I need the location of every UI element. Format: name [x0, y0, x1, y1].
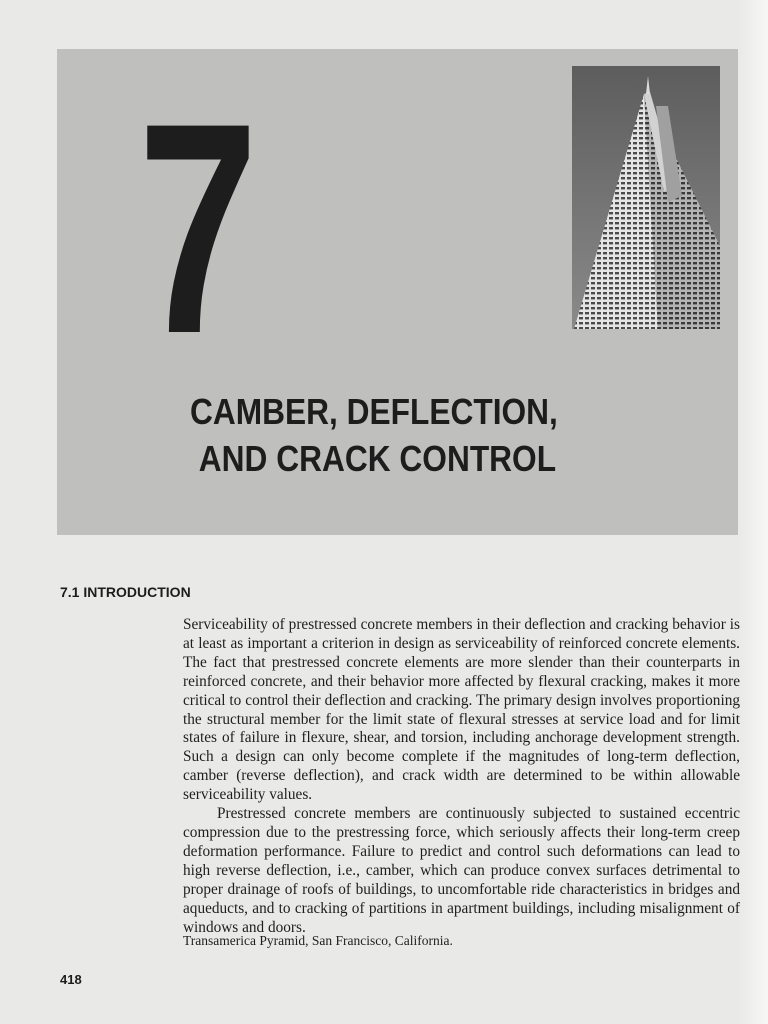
chapter-title-line-1: CAMBER, DEFLECTION, [190, 391, 558, 432]
chapter-title-line-2: AND CRACK CONTROL [198, 438, 557, 479]
page-edge [738, 0, 768, 1024]
body-text [183, 616, 740, 937]
section-heading: 7.1 INTRODUCTION [60, 584, 191, 600]
body-paragraph-1: Serviceability of prestressed concrete members in their deflection and cracking behavior is at least as important a criterion in design as serviceability of reinforced concrete elements. The fact that prestressed concrete elements are more slender than their counterparts in reinforced concrete, and their behavior more affected by flexural cracking, makes it more critical to control their deflection and cracking. The primary design involves proportioning the structural member for the limit state of flexural stresses at service load and for limit states of failure in flexure, shear, and torsion, including anchorage development strength. Such a design can only become complete if the magnitudes of long-term deflection, camber (reverse deflection), and crack width are determined to be within allowable serviceability values. [183, 616, 740, 804]
page-number: 418 [60, 972, 82, 987]
body-paragraph-2: Prestressed concrete members are continuously subjected to sustained eccentric compression due to the prestressing force, which seriously affects their long-term creep deformation performance. Failure to predict and control such deformations can lead to high reverse deflection, i.e., camber, which can produce convex surfaces detrimental to proper drainage of roofs of buildings, to uncomfortable ride characteristics in bridges and aqueducts, and to cracking of partitions in apartment buildings, including misalignment of windows and doors. [183, 805, 740, 936]
chapter-title [190, 388, 648, 482]
pyramid-building-image [572, 66, 720, 329]
chapter-number: 7 [138, 60, 256, 396]
figure-caption: Transamerica Pyramid, San Francisco, California. [183, 933, 453, 948]
transamerica-pyramid-photo [572, 66, 720, 329]
